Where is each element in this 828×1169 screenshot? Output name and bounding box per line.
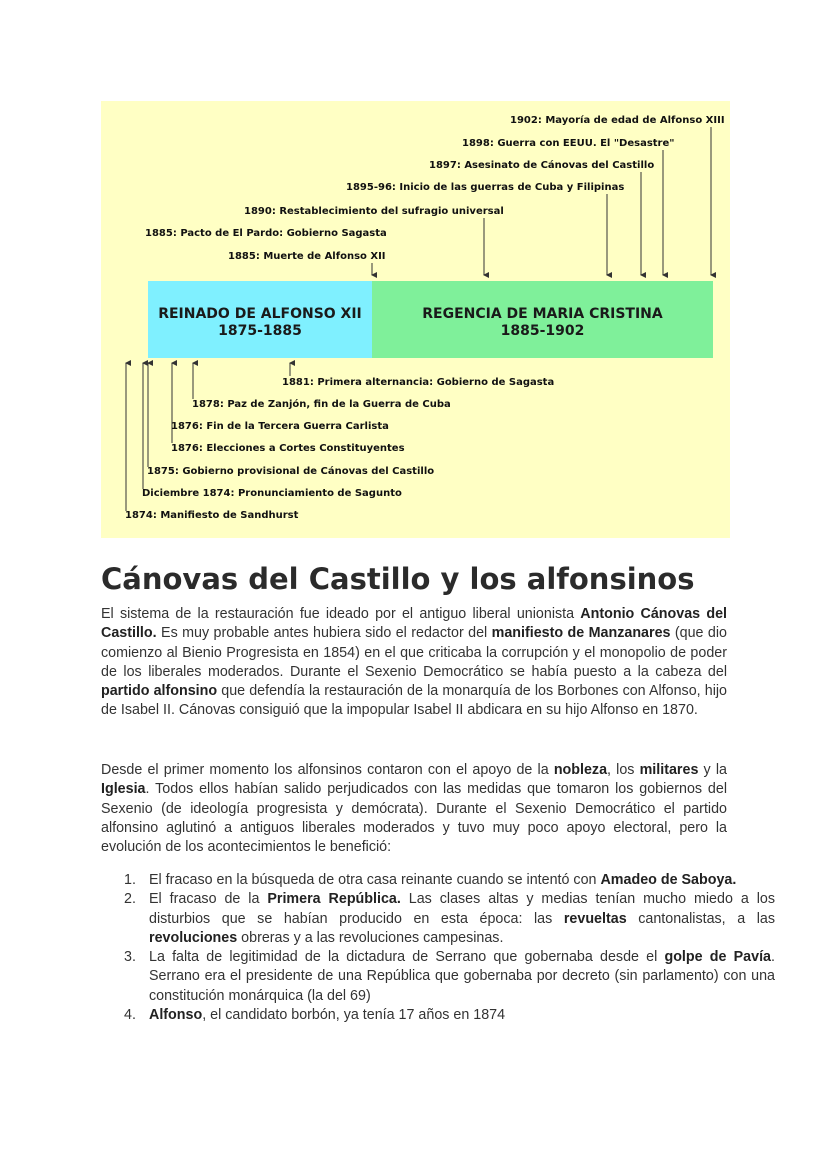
event-dic1874: Diciembre 1874: Pronunciamiento de Sagunto <box>142 488 402 499</box>
paragraph-2 <box>101 761 727 857</box>
p2-bold-2: militares <box>639 762 699 778</box>
event-1890: 1890: Restablecimiento del sufragio universal <box>244 206 504 217</box>
event-1897: 1897: Asesinato de Cánovas del Castillo <box>429 160 655 171</box>
paragraph-1 <box>101 605 727 721</box>
li-text: , el candidato borbón, ya tenía 17 años en 1874 <box>202 1007 506 1024</box>
reasons-list <box>101 871 775 1025</box>
p1-bold-1: Antonio Cánovas del Castillo. <box>101 606 727 642</box>
p1-bold-3: partido alfonsino <box>101 683 218 700</box>
event-1874: 1874: Manifiesto de Sandhurst <box>125 510 299 521</box>
p2-bold-3: Iglesia <box>101 781 146 798</box>
p2-text-1: Desde el primer momento los alfonsinos contaron con el apoyo de la <box>101 762 554 778</box>
p2-text-4: . Todos ellos habían salido perjudicados con las medidas que tomaron los gobiernos del Sexenio (de ideología progresista y demócrata). Durante el Sexenio Democrático el partido alfonsino aglutinó a antiguos liberales moderados y tuvo muy poco apoyo electoral, pero la evolución de los acontecimientos le benefició: <box>101 781 727 856</box>
p2-text-3: y la <box>698 762 727 778</box>
event-1876-elecciones: 1876: Elecciones a Cortes Constituyentes <box>171 443 405 454</box>
list-item <box>124 1006 775 1025</box>
li-text: El fracaso de la <box>149 891 268 908</box>
event-1878: 1878: Paz de Zanjón, fin de la Guerra de Cuba <box>192 399 451 410</box>
li-text: . Serrano era el presidente de una República que gobernaba por decreto (sin parlamento) con una constitución monárquica (la del 69) <box>149 949 775 1004</box>
li-bold: golpe de Pavía <box>664 949 772 966</box>
event-1898: 1898: Guerra con EEUU. El "Desastre" <box>462 138 675 149</box>
list-number: 3. <box>124 949 136 966</box>
event-1876-carlista: 1876: Fin de la Tercera Guerra Carlista <box>171 421 389 432</box>
li-bold: revoluciones <box>149 929 238 946</box>
li-bold: Alfonso <box>149 1007 203 1024</box>
p1-text-3: (que dio comienzo al Bienio Progresista en 1854) en el que criticaba la corrupción y el monopolio de poder de los liberales moderados. Durante el Sexenio Democrático se había puesto a la cabeza del <box>101 625 727 680</box>
band-right-title: REGENCIA DE MARIA CRISTINA <box>422 306 663 322</box>
page-title: Cánovas del Castillo y los alfonsinos <box>101 562 695 596</box>
list-item <box>124 890 775 948</box>
li-bold: Amadeo de Saboya. <box>600 872 737 888</box>
li-bold: revueltas <box>563 910 627 927</box>
li-text: El fracaso en la búsqueda de otra casa reinante cuando se intentó con <box>149 872 601 888</box>
event-1902: 1902: Mayoría de edad de Alfonso XIII <box>510 115 725 126</box>
event-1885-muerte: 1885: Muerte de Alfonso XII <box>228 251 386 262</box>
event-1885-pardo: 1885: Pacto de El Pardo: Gobierno Sagasta <box>145 228 387 239</box>
band-right-years: 1885-1902 <box>500 323 585 339</box>
li-text: La falta de legitimidad de la dictadura de Serrano que gobernaba desde el <box>149 949 665 966</box>
band-left-years: 1875-1885 <box>218 323 302 339</box>
band-right-label <box>372 306 713 340</box>
p1-text-4: que defendía la restauración de la monarquía de los Borbones con Alfonso, hijo de Isabel II. Cánovas consiguió que la impopular Isabel II abdicara en su hijo Alfonso en 1870. <box>101 683 727 719</box>
li-text: cantonalistas, a las <box>626 910 775 927</box>
event-1895: 1895-96: Inicio de las guerras de Cuba y Filipinas <box>346 182 625 193</box>
li-text: obreras y a las revoluciones campesinas. <box>237 929 504 946</box>
p2-text-2: , los <box>607 762 640 778</box>
band-left-title: REINADO DE ALFONSO XII <box>158 306 362 322</box>
li-text: Las clases altas y medias tenían mucho miedo a los disturbios que se habían producido en esta época: las <box>149 891 775 927</box>
list-number: 2. <box>124 891 136 908</box>
p2-bold-1: nobleza <box>553 762 608 778</box>
li-bold: Primera República. <box>267 891 401 908</box>
event-1881: 1881: Primera alternancia: Gobierno de Sagasta <box>282 377 555 388</box>
list-item <box>124 948 775 1006</box>
list-number: 4. <box>124 1007 136 1024</box>
list-item <box>124 871 775 890</box>
timeline-chart <box>101 101 730 538</box>
event-1875: 1875: Gobierno provisional de Cánovas del Castillo <box>147 466 435 477</box>
band-left-label <box>148 306 372 340</box>
list-number: 1. <box>124 872 136 888</box>
p1-text-1: El sistema de la restauración fue ideado por el antiguo liberal unionista <box>101 606 581 622</box>
p1-text-2: Es muy probable antes hubiera sido el redactor del <box>156 625 492 642</box>
p1-bold-2: manifiesto de Manzanares <box>491 625 671 642</box>
